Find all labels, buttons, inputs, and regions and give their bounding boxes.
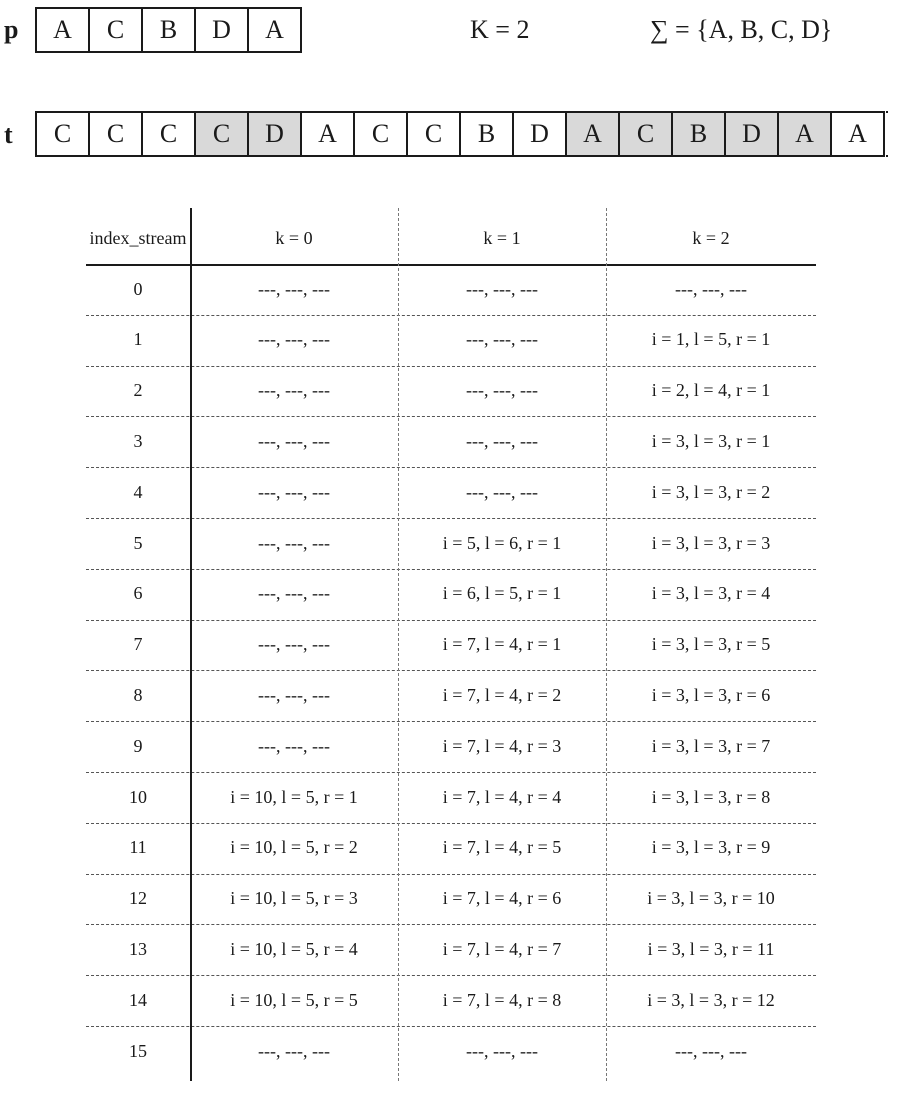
table-cell: i = 3, l = 3, r = 2 [651,481,771,502]
index-cell: 11 [129,837,147,858]
table-cell: i = 7, l = 4, r = 7 [442,938,562,959]
table-cell: ---, ---, --- [258,1040,330,1061]
index-cell: 10 [129,786,147,807]
table-cell: i = 10, l = 5, r = 1 [230,786,358,807]
table-cell: i = 7, l = 4, r = 3 [442,735,562,756]
text-cell-highlighted: B [671,111,726,157]
text-cell: A [830,111,885,157]
text-cell: A [300,111,355,157]
k-label: K = 2 [470,15,530,44]
table-cell: ---, ---, --- [258,481,330,502]
text-cell: D [512,111,567,157]
index-cell: 0 [133,278,143,299]
table-header-cell: k = 1 [483,227,521,248]
index-cell: 6 [133,583,143,604]
table-cell: ---, ---, --- [258,380,330,401]
table-cell: i = 10, l = 5, r = 3 [230,888,358,909]
index-column-rule [190,208,192,1081]
text-cell: B [459,111,514,157]
table-cell: i = 3, l = 3, r = 5 [651,634,771,655]
text-continuation-bottom [866,155,888,157]
table-header-cell: k = 0 [275,227,313,248]
pattern-cell: D [194,7,249,53]
text-cell: C [406,111,461,157]
text-cell-highlighted: C [194,111,249,157]
table-cell: i = 3, l = 3, r = 7 [651,735,771,756]
index-cell: 13 [129,938,147,959]
index-cell: 8 [133,684,143,705]
pattern-cell: B [141,7,196,53]
table-cell: ---, ---, --- [258,430,330,451]
text-cell: C [88,111,143,157]
table-cell: ---, ---, --- [466,329,538,350]
table-cell: i = 3, l = 3, r = 3 [651,532,771,553]
table-cell: ---, ---, --- [466,278,538,299]
text-cell-highlighted: A [565,111,620,157]
text-cell-highlighted: D [724,111,779,157]
table-cell: i = 7, l = 4, r = 2 [442,684,562,705]
text-cell: C [353,111,408,157]
table-cell: i = 3, l = 3, r = 12 [647,989,775,1010]
index-cell: 3 [133,430,143,451]
table-cell: ---, ---, --- [258,634,330,655]
text-label: t [4,120,13,149]
text-cell: C [35,111,90,157]
table-cell: i = 7, l = 4, r = 5 [442,837,562,858]
table-cell: ---, ---, --- [466,430,538,451]
table-cell: i = 10, l = 5, r = 5 [230,989,358,1010]
index-cell: 15 [129,1040,147,1061]
table-cell: i = 10, l = 5, r = 2 [230,837,358,858]
table-header-cell: index_stream [89,227,187,248]
table-cell: i = 3, l = 3, r = 10 [647,888,775,909]
table-cell: ---, ---, --- [466,1040,538,1061]
column-separator [606,208,607,1081]
table-cell: ---, ---, --- [466,481,538,502]
text-cell-highlighted: D [247,111,302,157]
text-continuation-top [866,111,888,113]
table-cell: i = 3, l = 3, r = 8 [651,786,771,807]
table-cell: i = 3, l = 3, r = 1 [651,430,771,451]
index-cell: 1 [133,329,143,350]
index-cell: 7 [133,634,143,655]
table-cell: ---, ---, --- [258,329,330,350]
table-cell: ---, ---, --- [258,684,330,705]
table-cell: i = 1, l = 5, r = 1 [651,329,771,350]
table-cell: i = 6, l = 5, r = 1 [442,583,562,604]
pattern-label: p [4,15,19,44]
alphabet-label: ∑ = {A, B, C, D} [650,15,833,44]
table-cell: ---, ---, --- [675,278,747,299]
table-cell: i = 7, l = 4, r = 6 [442,888,562,909]
index-cell: 14 [129,989,147,1010]
table-cell: i = 3, l = 3, r = 4 [651,583,771,604]
text-cell-highlighted: C [618,111,673,157]
index-cell: 2 [133,380,143,401]
pattern-row [35,7,302,53]
pattern-cell: A [247,7,302,53]
text-cell: C [141,111,196,157]
table-cell: i = 3, l = 3, r = 11 [647,938,775,959]
table-cell: i = 7, l = 4, r = 8 [442,989,562,1010]
table-cell: ---, ---, --- [675,1040,747,1061]
table-cell: ---, ---, --- [466,380,538,401]
table-cell: i = 10, l = 5, r = 4 [230,938,358,959]
index-cell: 9 [133,735,143,756]
table-cell: i = 2, l = 4, r = 1 [651,380,771,401]
table-cell: i = 5, l = 6, r = 1 [442,532,562,553]
table-cell: i = 7, l = 4, r = 1 [442,634,562,655]
table-cell: i = 7, l = 4, r = 4 [442,786,562,807]
table-cell: ---, ---, --- [258,735,330,756]
index-cell: 5 [133,532,143,553]
table-cell: i = 3, l = 3, r = 9 [651,837,771,858]
table-header-cell: k = 2 [692,227,730,248]
index-cell: 12 [129,888,147,909]
pattern-cell: C [88,7,143,53]
index-cell: 4 [133,481,143,502]
text-cell-highlighted: A [777,111,832,157]
table-cell: i = 3, l = 3, r = 6 [651,684,771,705]
table-cell: ---, ---, --- [258,532,330,553]
pattern-cell: A [35,7,90,53]
text-row [35,111,885,157]
column-separator [398,208,399,1081]
table-cell: ---, ---, --- [258,278,330,299]
table-cell: ---, ---, --- [258,583,330,604]
